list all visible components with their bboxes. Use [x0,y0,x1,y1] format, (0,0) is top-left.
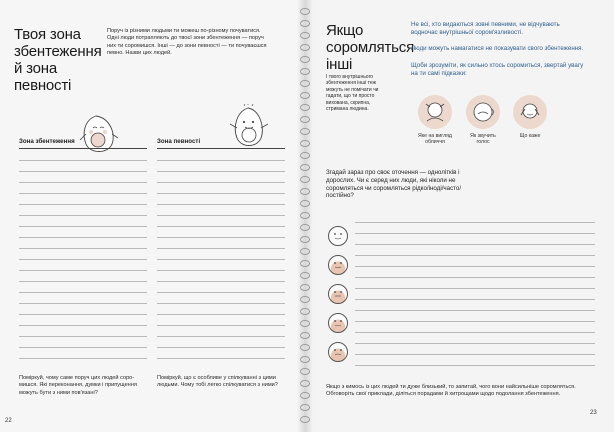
answer-line[interactable] [355,244,595,245]
write-line[interactable] [19,270,147,271]
spiral-ring [300,224,310,231]
bottom-note: Якщо з кимось із цих людей ти дуже близький, то запитай, чого вони найсильніше соромляться. Обговоріть свої приклади, діліться порадами й хитрощами щодо подолання збентеження. [326,384,576,398]
answer-line[interactable] [355,354,595,355]
write-line[interactable] [19,314,147,315]
write-line[interactable] [19,204,147,205]
write-line[interactable] [157,248,285,249]
answer-line[interactable] [355,365,595,366]
paragraph-2: Щоби зрозуміти, як сильно хтось соромиться, звертай увагу на ти самі підказки: [411,62,584,77]
answer-line[interactable] [355,310,595,311]
answer-line[interactable] [355,233,595,234]
title-line: Якщо [326,22,364,39]
spiral-ring [300,344,310,351]
side-note: І твого внутрішнього збентеження інші теж можуть не помічати чи гадати, що ти просто вихована, скрипна, стримана людина. [326,74,379,113]
spiral-ring [300,296,310,303]
answer-line[interactable] [355,332,595,333]
confident-avocado-illustration [224,104,274,152]
speaking-hands-icon [513,95,547,129]
spiral-ring [300,104,310,111]
spiral-ring [300,236,310,243]
shy-avocado-illustration [74,112,126,156]
spiral-ring [300,92,310,99]
icon-caption: Що каже [519,133,541,139]
spiral-ring [300,44,310,51]
write-line[interactable] [157,303,285,304]
spiral-ring [300,68,310,75]
spiral-ring [300,392,310,399]
right-page-title [326,22,416,73]
spiral-ring [300,200,310,207]
spiral-ring [300,308,310,315]
write-line[interactable] [157,292,285,293]
write-line[interactable] [19,325,147,326]
question-text: Згадай зараз про своє оточення — однолітків і дорослих. Чи є серед них люди, які ніколи не соромляться чи соромляться рідко/іноді/часто/постійно? [326,169,462,200]
spiral-ring [300,116,310,123]
face-often-icon [328,313,348,333]
answer-line[interactable] [355,299,595,300]
write-line[interactable] [19,248,147,249]
left-page [0,0,305,432]
paragraph-1: Люди можуть намагатися не показувати свого збентеження. [411,45,584,52]
answer-line[interactable] [355,222,595,223]
spiral-ring [300,356,310,363]
write-line[interactable] [19,237,147,238]
face-sometimes-icon [328,284,348,304]
spiral-ring [300,320,310,327]
write-line[interactable] [19,215,147,216]
write-line[interactable] [19,336,147,337]
spiral-ring [300,32,310,39]
blushing-face-icon [418,95,452,129]
left-intro-text: Поруч із різними людьми ти можеш по-різному почуватися. Одні люди потрапляють до твоєї зони збентеження — поруч них ти соромишся. Інші — до зони певності — ти почуваєшся певно. Назви цих людей. [107,28,267,57]
page-number-left: 22 [5,418,12,424]
write-line[interactable] [157,358,285,359]
title-line: й зона [14,60,58,77]
spiral-ring [300,272,310,279]
write-line[interactable] [19,226,147,227]
page-number-right: 23 [590,410,597,416]
lead-text: Не всі, хто видаються зовні певними, не відчувають водночас внутрішньої сором'язливості. [411,21,560,36]
write-line[interactable] [157,193,285,194]
write-line[interactable] [157,281,285,282]
write-line[interactable] [157,215,285,216]
write-line[interactable] [19,160,147,161]
col2-header-rule [157,148,285,149]
col-header-embarrassment-zone: Зона збентеження [19,138,75,145]
write-line[interactable] [157,226,285,227]
write-line[interactable] [19,347,147,348]
col1-header-rule [19,148,147,149]
spiral-ring [300,8,310,15]
write-line[interactable] [19,358,147,359]
write-line[interactable] [157,347,285,348]
answer-line[interactable] [355,255,595,256]
note-embarrassment: Поміркуй, чому саме поруч цих людей соро-мишся. Які переконання, думки і припущення можуть бути з ними пов'язані? [19,375,137,396]
face-rarely-icon [328,255,348,275]
spiral-ring [300,128,310,135]
write-line[interactable] [157,237,285,238]
spiral-ring [300,176,310,183]
spiral-ring [300,260,310,267]
write-line[interactable] [157,171,285,172]
write-line[interactable] [19,193,147,194]
right-page [305,0,614,432]
write-line[interactable] [157,336,285,337]
col-header-confidence-zone: Зона певності [157,138,201,145]
write-line[interactable] [19,182,147,183]
icon-caption: Яке на вигляд обличчя [418,133,452,146]
spiral-ring [300,188,310,195]
title-line: певності [14,77,72,94]
spiral-ring [300,332,310,339]
write-line[interactable] [157,314,285,315]
write-line[interactable] [157,325,285,326]
spiral-ring [300,404,310,411]
title-line: інші [326,56,353,73]
write-line[interactable] [157,270,285,271]
face-never-icon [328,226,348,246]
voice-face-icon [466,95,500,129]
write-line[interactable] [157,259,285,260]
spiral-ring [300,416,310,423]
spiral-ring [300,164,310,171]
title-line: Твоя зона [14,26,81,43]
spiral-ring [300,284,310,291]
write-line[interactable] [19,292,147,293]
write-line[interactable] [19,259,147,260]
note-confidence: Поміркуй, що є особливе у спілкуванні з цими людьми. Чому тобі легко спілкуватися з ними? [157,375,278,389]
write-line[interactable] [157,182,285,183]
spiral-ring [300,20,310,27]
answer-line[interactable] [355,321,595,322]
title-line: соромляться [326,39,414,56]
answer-line[interactable] [355,277,595,278]
spiral-ring [300,140,310,147]
write-line[interactable] [19,171,147,172]
answer-line[interactable] [355,266,595,267]
face-always-icon [328,342,348,362]
spiral-ring [300,152,310,159]
spiral-ring [300,80,310,87]
spiral-ring [300,368,310,375]
write-line[interactable] [19,281,147,282]
title-line: збентеження [14,43,102,60]
spiral-ring [300,212,310,219]
answer-line[interactable] [355,343,595,344]
spiral-ring [300,248,310,255]
write-line[interactable] [157,204,285,205]
left-page-title [14,26,104,94]
icon-caption: Як звучить голос [470,133,496,146]
spiral-ring [300,56,310,63]
write-line[interactable] [19,303,147,304]
answer-line[interactable] [355,288,595,289]
spiral-ring [300,380,310,387]
write-line[interactable] [157,160,285,161]
